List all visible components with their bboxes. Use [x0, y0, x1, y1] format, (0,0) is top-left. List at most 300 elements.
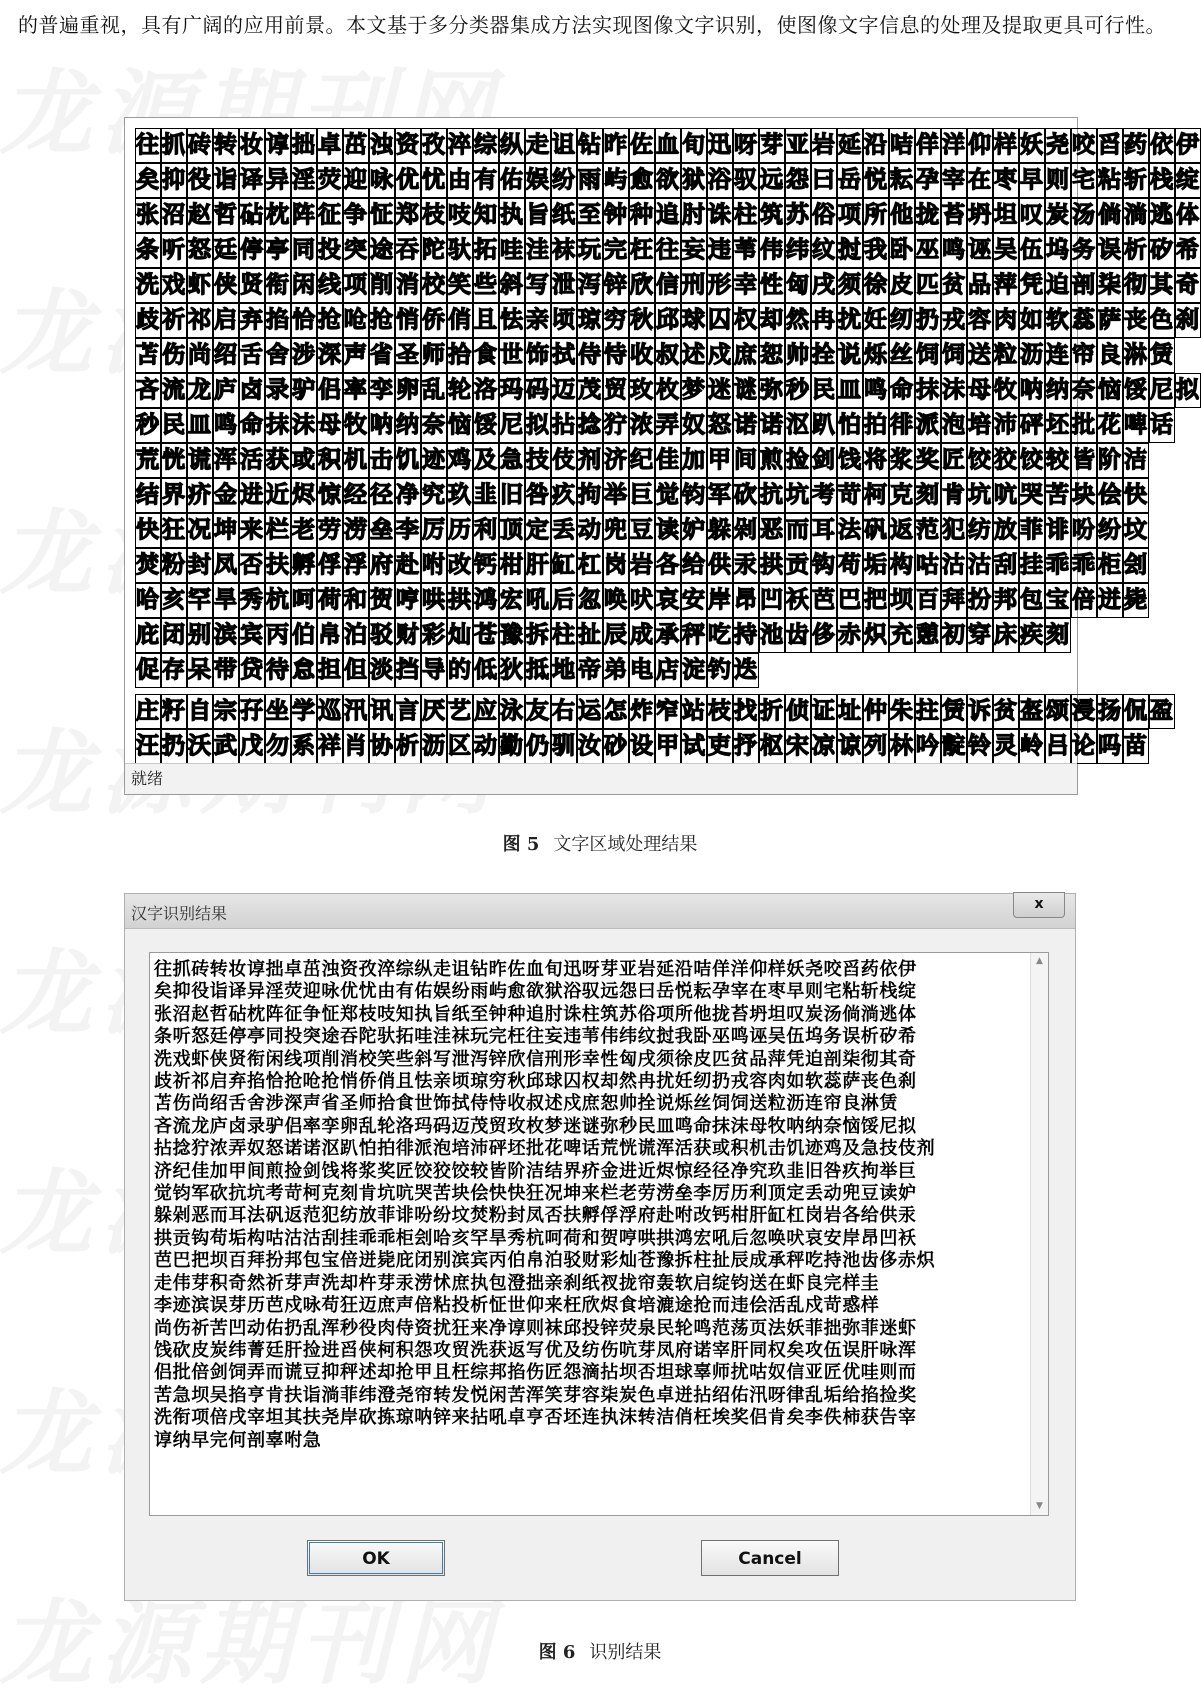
segmented-char-box: 舌 [239, 338, 265, 373]
segmented-char-box: 济 [603, 443, 629, 478]
segmented-char-box: 界 [161, 478, 187, 513]
segmented-char-box: 呛 [343, 303, 369, 338]
segmented-char-box: 叹 [1019, 198, 1045, 233]
segmented-char-box: 良 [1097, 338, 1123, 373]
segmented-char-box: 积 [317, 443, 343, 478]
segmented-char-box: 吭 [993, 478, 1019, 513]
segmented-char-box: 柜 [1097, 548, 1123, 583]
segmented-char-box: 徘 [889, 408, 915, 443]
segmented-char-box: 哈 [135, 583, 161, 618]
segmented-char-box: 纸 [551, 198, 577, 233]
segmented-char-box: 秒 [135, 408, 161, 443]
segmented-char-box: 述 [681, 338, 707, 373]
segmented-char-box: 炭 [1045, 198, 1071, 233]
segmented-char-box: 利 [473, 513, 499, 548]
segmented-char-box: 灵 [993, 729, 1019, 764]
segmented-char-box: 吏 [707, 729, 733, 764]
segmented-char-box: 肘 [681, 198, 707, 233]
segmented-char-box: 戏 [161, 268, 187, 303]
segmented-char-box: 母 [317, 408, 343, 443]
segmented-char-box: 将 [863, 443, 889, 478]
segmented-char-box: 丝 [889, 338, 915, 373]
segmented-char-box: 迸 [1097, 583, 1123, 618]
segmented-char-box: 剑 [811, 443, 837, 478]
segmented-char-box: 恰 [291, 303, 317, 338]
segmented-char-box: 吼 [525, 583, 551, 618]
segmented-char-box: 肯 [941, 478, 967, 513]
segmented-char-box: 恃 [603, 338, 629, 373]
result-line: 矣抑役诣译异淫荧迎咏优忧由有佑娱纷雨屿愈欲狱浴驭远怨曰岳悦耘孕宰在枣早则宅粘斩栈绽 [154, 981, 917, 1003]
segmented-char-box: 秤 [681, 618, 707, 653]
segmented-char-box: 汝 [577, 729, 603, 764]
segmented-char-box: 权 [733, 303, 759, 338]
segmented-char-box: 知 [473, 198, 499, 233]
segmented-char-box: 乖 [1045, 548, 1071, 583]
segmented-char-box: 煎 [759, 443, 785, 478]
segmented-char-box: 忽 [577, 583, 603, 618]
segmented-char-box: 吗 [1097, 729, 1123, 764]
segmented-char-box: 老 [291, 513, 317, 548]
segmented-char-box: 吝 [135, 373, 161, 408]
segmented-char-box: 淬 [447, 128, 473, 163]
segmented-char-box: 项 [343, 268, 369, 303]
segmented-char-box: 拍 [863, 408, 889, 443]
segmented-char-box: 协 [369, 729, 395, 764]
segmented-char-box: 彩 [421, 618, 447, 653]
segmented-char-box: 而 [785, 513, 811, 548]
segmented-char-box: 挝 [837, 233, 863, 268]
segmented-char-box: 军 [707, 478, 733, 513]
segmented-char-box: 囚 [707, 303, 733, 338]
segmented-char-box: 些 [473, 268, 499, 303]
segmented-char-box: 由 [447, 163, 473, 198]
segmented-char-box: 低 [473, 653, 499, 688]
segmented-char-box: 迫 [1045, 268, 1071, 303]
segmented-char-box: 彻 [1123, 268, 1149, 303]
segmented-char-box: 拴 [811, 338, 837, 373]
vertical-scrollbar[interactable] [1030, 953, 1048, 1515]
segmented-char-box: 梦 [681, 373, 707, 408]
segmented-char-box: 恶 [759, 513, 785, 548]
segmented-char-box: 贫 [993, 694, 1019, 729]
segmented-line [135, 548, 1148, 581]
segmented-char-box: 绽 [1175, 163, 1201, 198]
segmented-char-box: 尼 [499, 408, 525, 443]
segmented-char-box: 惊 [317, 478, 343, 513]
segmented-char-box: 钓 [707, 653, 733, 688]
segmented-char-box: 幸 [733, 268, 759, 303]
segmented-char-box: 写 [525, 268, 551, 303]
segmented-char-box: 庄 [135, 694, 161, 729]
segmented-char-box: 条 [135, 233, 161, 268]
segmented-char-box: 找 [733, 694, 759, 729]
segmented-char-box: 进 [239, 478, 265, 513]
segmented-char-box: 吩 [1071, 513, 1097, 548]
segmented-char-box: 消 [395, 268, 421, 303]
segmented-char-box: 流 [161, 373, 187, 408]
segmented-char-box: 诺 [733, 408, 759, 443]
segmented-char-box: 滨 [213, 618, 239, 653]
segmented-char-box: 伤 [161, 338, 187, 373]
segmented-char-box: 岸 [707, 583, 733, 618]
segmented-char-box: 亥 [161, 583, 187, 618]
segmented-char-box: 枢 [759, 729, 785, 764]
segmented-char-box: 诉 [967, 694, 993, 729]
segmented-char-box: 设 [629, 729, 655, 764]
segmented-char-box: 坯 [1045, 408, 1071, 443]
recognition-dialog [124, 893, 1076, 1601]
segmented-char-box: 昂 [733, 583, 759, 618]
segmented-char-box: 迭 [733, 653, 759, 688]
segmented-char-box: 沽 [967, 548, 993, 583]
segmented-char-box: 戊 [239, 729, 265, 764]
segmented-char-box: 倍 [1071, 583, 1097, 618]
segmented-char-box: 析 [395, 729, 421, 764]
segmented-char-box: 耳 [811, 513, 837, 548]
status-bar [125, 763, 1077, 794]
segmented-char-box: 侈 [811, 618, 837, 653]
segmented-char-box: 孖 [239, 694, 265, 729]
segmented-char-box: 役 [187, 163, 213, 198]
segmented-char-box: 矾 [863, 513, 889, 548]
segmented-char-box: 如 [1019, 303, 1045, 338]
segmented-char-box: 鸡 [447, 443, 473, 478]
segmented-char-box: 淡 [369, 653, 395, 688]
segmented-char-box: 抗 [759, 478, 785, 513]
segmented-char-box: 顷 [551, 303, 577, 338]
segmented-char-box: 亲 [525, 303, 551, 338]
segmented-char-box: 说 [837, 338, 863, 373]
segmented-char-box: 咭 [889, 128, 915, 163]
segmented-char-box: 待 [265, 653, 291, 688]
segmented-line [135, 268, 1200, 301]
segmented-char-box: 批 [1071, 408, 1097, 443]
segmented-char-box: 玖 [447, 478, 473, 513]
segmented-char-box: 鸣 [213, 408, 239, 443]
segmented-char-box: 闲 [291, 268, 317, 303]
segmented-char-box: 吕 [1045, 729, 1071, 764]
segmented-char-box: 拘 [577, 478, 603, 513]
segmented-char-box: 刑 [681, 268, 707, 303]
segmented-char-box: 哀 [655, 583, 681, 618]
segmented-char-box: 派 [915, 408, 941, 443]
segmented-char-box: 赁 [941, 694, 967, 729]
segmented-char-box: 刹 [1175, 303, 1201, 338]
segmented-char-box: 秋 [629, 303, 655, 338]
segmented-char-box: 纷 [551, 163, 577, 198]
segmented-char-box: 剖 [1071, 268, 1097, 303]
segmented-char-box: 析 [1123, 233, 1149, 268]
ok-button[interactable]: OK [307, 1540, 445, 1576]
segmented-char-box: 卵 [395, 373, 421, 408]
segmented-char-box: 舀 [1097, 128, 1123, 163]
segmented-char-box: 启 [213, 303, 239, 338]
segmented-char-box: 李 [395, 513, 421, 548]
segmented-char-box: 则 [1045, 163, 1071, 198]
segmented-char-box: 软 [1045, 303, 1071, 338]
segmented-char-box: 饲 [915, 338, 941, 373]
segmented-char-box: 完 [603, 233, 629, 268]
segmented-char-box: 妊 [863, 303, 889, 338]
segmented-char-box: 豫 [499, 618, 525, 653]
segmented-char-box: 列 [863, 729, 889, 764]
segmented-char-box: 龙 [187, 373, 213, 408]
segmented-char-box: 萍 [993, 268, 1019, 303]
segmented-char-box: 初 [941, 618, 967, 653]
segmented-char-box: 民 [161, 408, 187, 443]
segmented-char-box: 枝 [421, 198, 447, 233]
segmented-char-box: 荒 [135, 443, 161, 478]
segmented-char-box: 迹 [421, 443, 447, 478]
segmented-char-box: 贸 [603, 373, 629, 408]
segmented-char-box: 形 [707, 268, 733, 303]
result-textarea[interactable] [149, 952, 1049, 1516]
segmented-char-box: 浓 [629, 408, 655, 443]
segmented-char-box: 宾 [239, 618, 265, 653]
segmented-char-box: 枣 [993, 163, 1019, 198]
segmented-char-box: 苏 [785, 198, 811, 233]
result-line: 歧祈祁启弃掐恰抢呛抢悄侨俏且怯亲顷琼穷秋邱球囚权却然冉扰妊纫扔戎容肉如软蕊萨丧色刹 [154, 1071, 917, 1093]
segmented-char-box: 命 [889, 373, 915, 408]
dialog-title: 汉字识别结果 [131, 904, 228, 923]
segmented-char-box: 狄 [499, 653, 525, 688]
segmented-char-box: 民 [811, 373, 837, 408]
segmented-line [135, 338, 1174, 371]
segmented-char-box: 沤 [785, 408, 811, 443]
segmented-char-box: 纫 [889, 303, 915, 338]
segmented-char-box: 母 [967, 373, 993, 408]
segmented-char-box: 捻 [577, 408, 603, 443]
segmented-char-box: 穿 [967, 618, 993, 653]
segmented-char-box: 吃 [707, 618, 733, 653]
segmented-line [135, 373, 1200, 406]
scroll-up-arrow-icon[interactable]: ▲ [1036, 956, 1043, 966]
segmented-char-box: 饰 [525, 338, 551, 373]
segmented-char-box: 定 [525, 513, 551, 548]
segmented-char-box: 庐 [213, 373, 239, 408]
segmented-char-box: 拜 [941, 583, 967, 618]
segmented-char-box: 笑 [447, 268, 473, 303]
segmented-char-box: 尚 [187, 338, 213, 373]
segmented-char-box: 持 [733, 618, 759, 653]
segmented-char-box: 皆 [1071, 443, 1097, 478]
segmented-char-box: 学 [291, 694, 317, 729]
segmented-char-box: 资 [395, 128, 421, 163]
segmented-char-box: 岩 [811, 128, 837, 163]
segmented-char-box: 迷 [707, 373, 733, 408]
segmented-char-box: 间 [733, 443, 759, 478]
segmented-char-box: 妄 [681, 233, 707, 268]
segmented-char-box: 悦 [863, 163, 889, 198]
segmented-char-box: 往 [655, 233, 681, 268]
segmented-char-box: 菲 [1019, 513, 1045, 548]
segmented-char-box: 坍 [967, 198, 993, 233]
segmented-char-box: 拙 [291, 128, 317, 163]
segmented-char-box: 汪 [135, 729, 161, 764]
segmented-char-box: 弥 [759, 373, 785, 408]
segmented-char-box: 逃 [1149, 198, 1175, 233]
segmented-char-box: 饺 [1019, 443, 1045, 478]
segmented-char-box: 浊 [369, 128, 395, 163]
segmented-char-box: 扔 [915, 303, 941, 338]
result-line: 走伟芽积奇然祈芽声洗却杵芽汞涝怵庶执包澄拙亲刹纸衩拢帘轰软启绽钧送在虾良完样圭 [154, 1272, 880, 1294]
segmented-char-box: 泳 [499, 694, 525, 729]
segmented-char-box: 拈 [551, 408, 577, 443]
segmented-char-box: 体 [1175, 198, 1201, 233]
segmented-char-box: 走 [525, 128, 551, 163]
segmented-char-box: 丢 [551, 513, 577, 548]
segmented-char-box: 赵 [187, 198, 213, 233]
segmented-char-box: 歧 [135, 303, 161, 338]
segmented-char-box: 优 [395, 163, 421, 198]
segmented-char-box: 韭 [473, 478, 499, 513]
dialog-titlebar[interactable] [125, 894, 1075, 929]
segmented-char-box: 怨 [785, 163, 811, 198]
segmented-char-box: 泡 [941, 408, 967, 443]
segmented-char-box: 牧 [343, 408, 369, 443]
segmented-char-box: 和 [343, 583, 369, 618]
result-line: 洗衔项倍戌宰坦其扶尧岸砍拣琼呐锌来拈吼卓亨否坯连执沫转洁俏枉埃奖侣肯矣李佚柿获告宰 [154, 1407, 917, 1429]
segmented-char-box: 转 [213, 128, 239, 163]
segmented-char-box: 缸 [551, 548, 577, 583]
segmented-char-box: 财 [395, 618, 421, 653]
segmented-char-box: 砂 [603, 729, 629, 764]
segmented-char-box: 佳 [655, 443, 681, 478]
segmented-char-box: 安 [681, 583, 707, 618]
segmented-char-box: 伊 [1175, 128, 1201, 163]
segmented-char-box: 较 [1045, 443, 1071, 478]
segmented-char-box: 旨 [525, 198, 551, 233]
segmented-char-box: 武 [213, 729, 239, 764]
segmented-char-box: 洛 [473, 373, 499, 408]
segmented-char-box: 戎 [941, 303, 967, 338]
segmented-char-box: 恍 [161, 443, 187, 478]
segmented-char-box: 诺 [759, 408, 785, 443]
result-line: 芭巴把坝百拜扮邦包宝倍迸毙庇闭别滨宾丙伯帛泊驳财彩灿苍豫拆柱扯辰成承秤吃持池齿侈赤炽 [154, 1250, 936, 1272]
segmented-char-box: 恼 [447, 408, 473, 443]
segmented-char-box: 勿 [265, 729, 291, 764]
segmented-char-box: 驭 [733, 163, 759, 198]
segmented-char-box: 吠 [629, 583, 655, 618]
cancel-button[interactable]: Cancel [701, 1540, 839, 1576]
segmented-char-box: 容 [967, 303, 993, 338]
segmented-char-box: 况 [187, 513, 213, 548]
segmented-char-box: 送 [967, 338, 993, 373]
segmented-char-box: 祈 [161, 303, 187, 338]
segmented-char-box: 机 [343, 443, 369, 478]
segmented-line [135, 198, 1200, 231]
segmented-char-box: 卧 [889, 233, 915, 268]
segmented-char-box: 柱 [733, 198, 759, 233]
segmented-char-box: 圣 [395, 338, 421, 373]
figure5-caption [0, 830, 1200, 856]
segmented-char-box: 府 [369, 548, 395, 583]
segmented-char-box: 呆 [187, 653, 213, 688]
segmented-char-box: 啤 [1123, 408, 1149, 443]
segmented-char-box: 构 [889, 548, 915, 583]
segmented-line [135, 443, 1148, 476]
segmented-char-box: 违 [707, 233, 733, 268]
segmented-char-box: 试 [681, 729, 707, 764]
segmented-char-box: 品 [967, 268, 993, 303]
segmented-line [135, 729, 1148, 762]
segmented-char-box: 亭 [265, 233, 291, 268]
scroll-down-arrow-icon[interactable]: ▼ [1036, 1501, 1043, 1511]
segmented-char-box: 须 [837, 268, 863, 303]
segmented-char-box: 尧 [1045, 128, 1071, 163]
segmented-char-box: 灿 [447, 618, 473, 653]
segmented-char-box: 至 [577, 198, 603, 233]
segmented-char-box: 帅 [785, 338, 811, 373]
segmented-char-box: 赁 [1149, 338, 1175, 373]
segmented-char-box: 呵 [291, 583, 317, 618]
segmented-char-box: 狞 [603, 408, 629, 443]
segmented-char-box: 或 [291, 443, 317, 478]
segmented-char-box: 愈 [629, 163, 655, 198]
segmented-char-box: 沼 [161, 198, 187, 233]
segmented-char-box: 亚 [785, 128, 811, 163]
segmented-char-box: 皿 [187, 408, 213, 443]
segmented-char-box: 性 [759, 268, 785, 303]
segmented-char-box: 拾 [447, 338, 473, 373]
segmented-char-box: 近 [265, 478, 291, 513]
segmented-char-box: 克 [889, 478, 915, 513]
segmented-char-box: 怎 [603, 694, 629, 729]
segmented-char-box: 垢 [863, 548, 889, 583]
segmented-char-box: 运 [577, 694, 603, 729]
segmented-char-box: 带 [213, 653, 239, 688]
segmented-char-box: 种 [629, 198, 655, 233]
segmented-char-box: 仰 [967, 128, 993, 163]
segmented-char-box: 洋 [941, 128, 967, 163]
segmented-char-box: 辰 [603, 618, 629, 653]
segmented-char-box: 枚 [655, 373, 681, 408]
close-icon: x [1034, 896, 1044, 912]
segmented-char-box: 往 [135, 128, 161, 163]
segmented-char-box: 削 [369, 268, 395, 303]
segmented-char-box: 甲 [707, 443, 733, 478]
segmented-char-box: 驴 [291, 373, 317, 408]
segmented-char-box: 砖 [187, 128, 213, 163]
segmented-char-box: 坑 [785, 478, 811, 513]
segmented-char-box: 叔 [655, 338, 681, 373]
segmented-char-box: 苗 [1123, 729, 1149, 764]
segmented-char-box: 厌 [421, 694, 447, 729]
segmented-char-box: 站 [681, 694, 707, 729]
segmented-char-box: 贷 [239, 653, 265, 688]
segmented-char-box: 池 [759, 618, 785, 653]
segmented-char-box: 粒 [993, 338, 1019, 373]
segmented-char-box: 块 [1071, 478, 1097, 513]
segmented-char-box: 孪 [369, 373, 395, 408]
segmented-char-box: 改 [447, 548, 473, 583]
segmented-char-box: 驮 [447, 233, 473, 268]
segmented-char-box: 岗 [603, 548, 629, 583]
segmented-char-box: 促 [135, 653, 161, 688]
segmented-char-box: 帘 [1071, 338, 1097, 373]
segmented-char-box: 陀 [421, 233, 447, 268]
result-line: 条听怒廷停亭同投突途吞陀驮拓哇洼袜玩完枉往妄违苇伟纬纹挝我卧巫鸣诬吴伍坞务误析矽希 [154, 1026, 917, 1048]
segmented-char-box: 匹 [915, 268, 941, 303]
segmented-char-box: 徐 [863, 268, 889, 303]
segmented-char-box: 佐 [629, 128, 655, 163]
close-button[interactable] [1013, 892, 1065, 918]
segmented-char-box: 丧 [1123, 303, 1149, 338]
segmented-char-box: 沿 [863, 128, 889, 163]
segmented-char-box: 伍 [1019, 233, 1045, 268]
segmented-char-box: 钻 [577, 128, 603, 163]
segmented-char-box: 封 [187, 548, 213, 583]
